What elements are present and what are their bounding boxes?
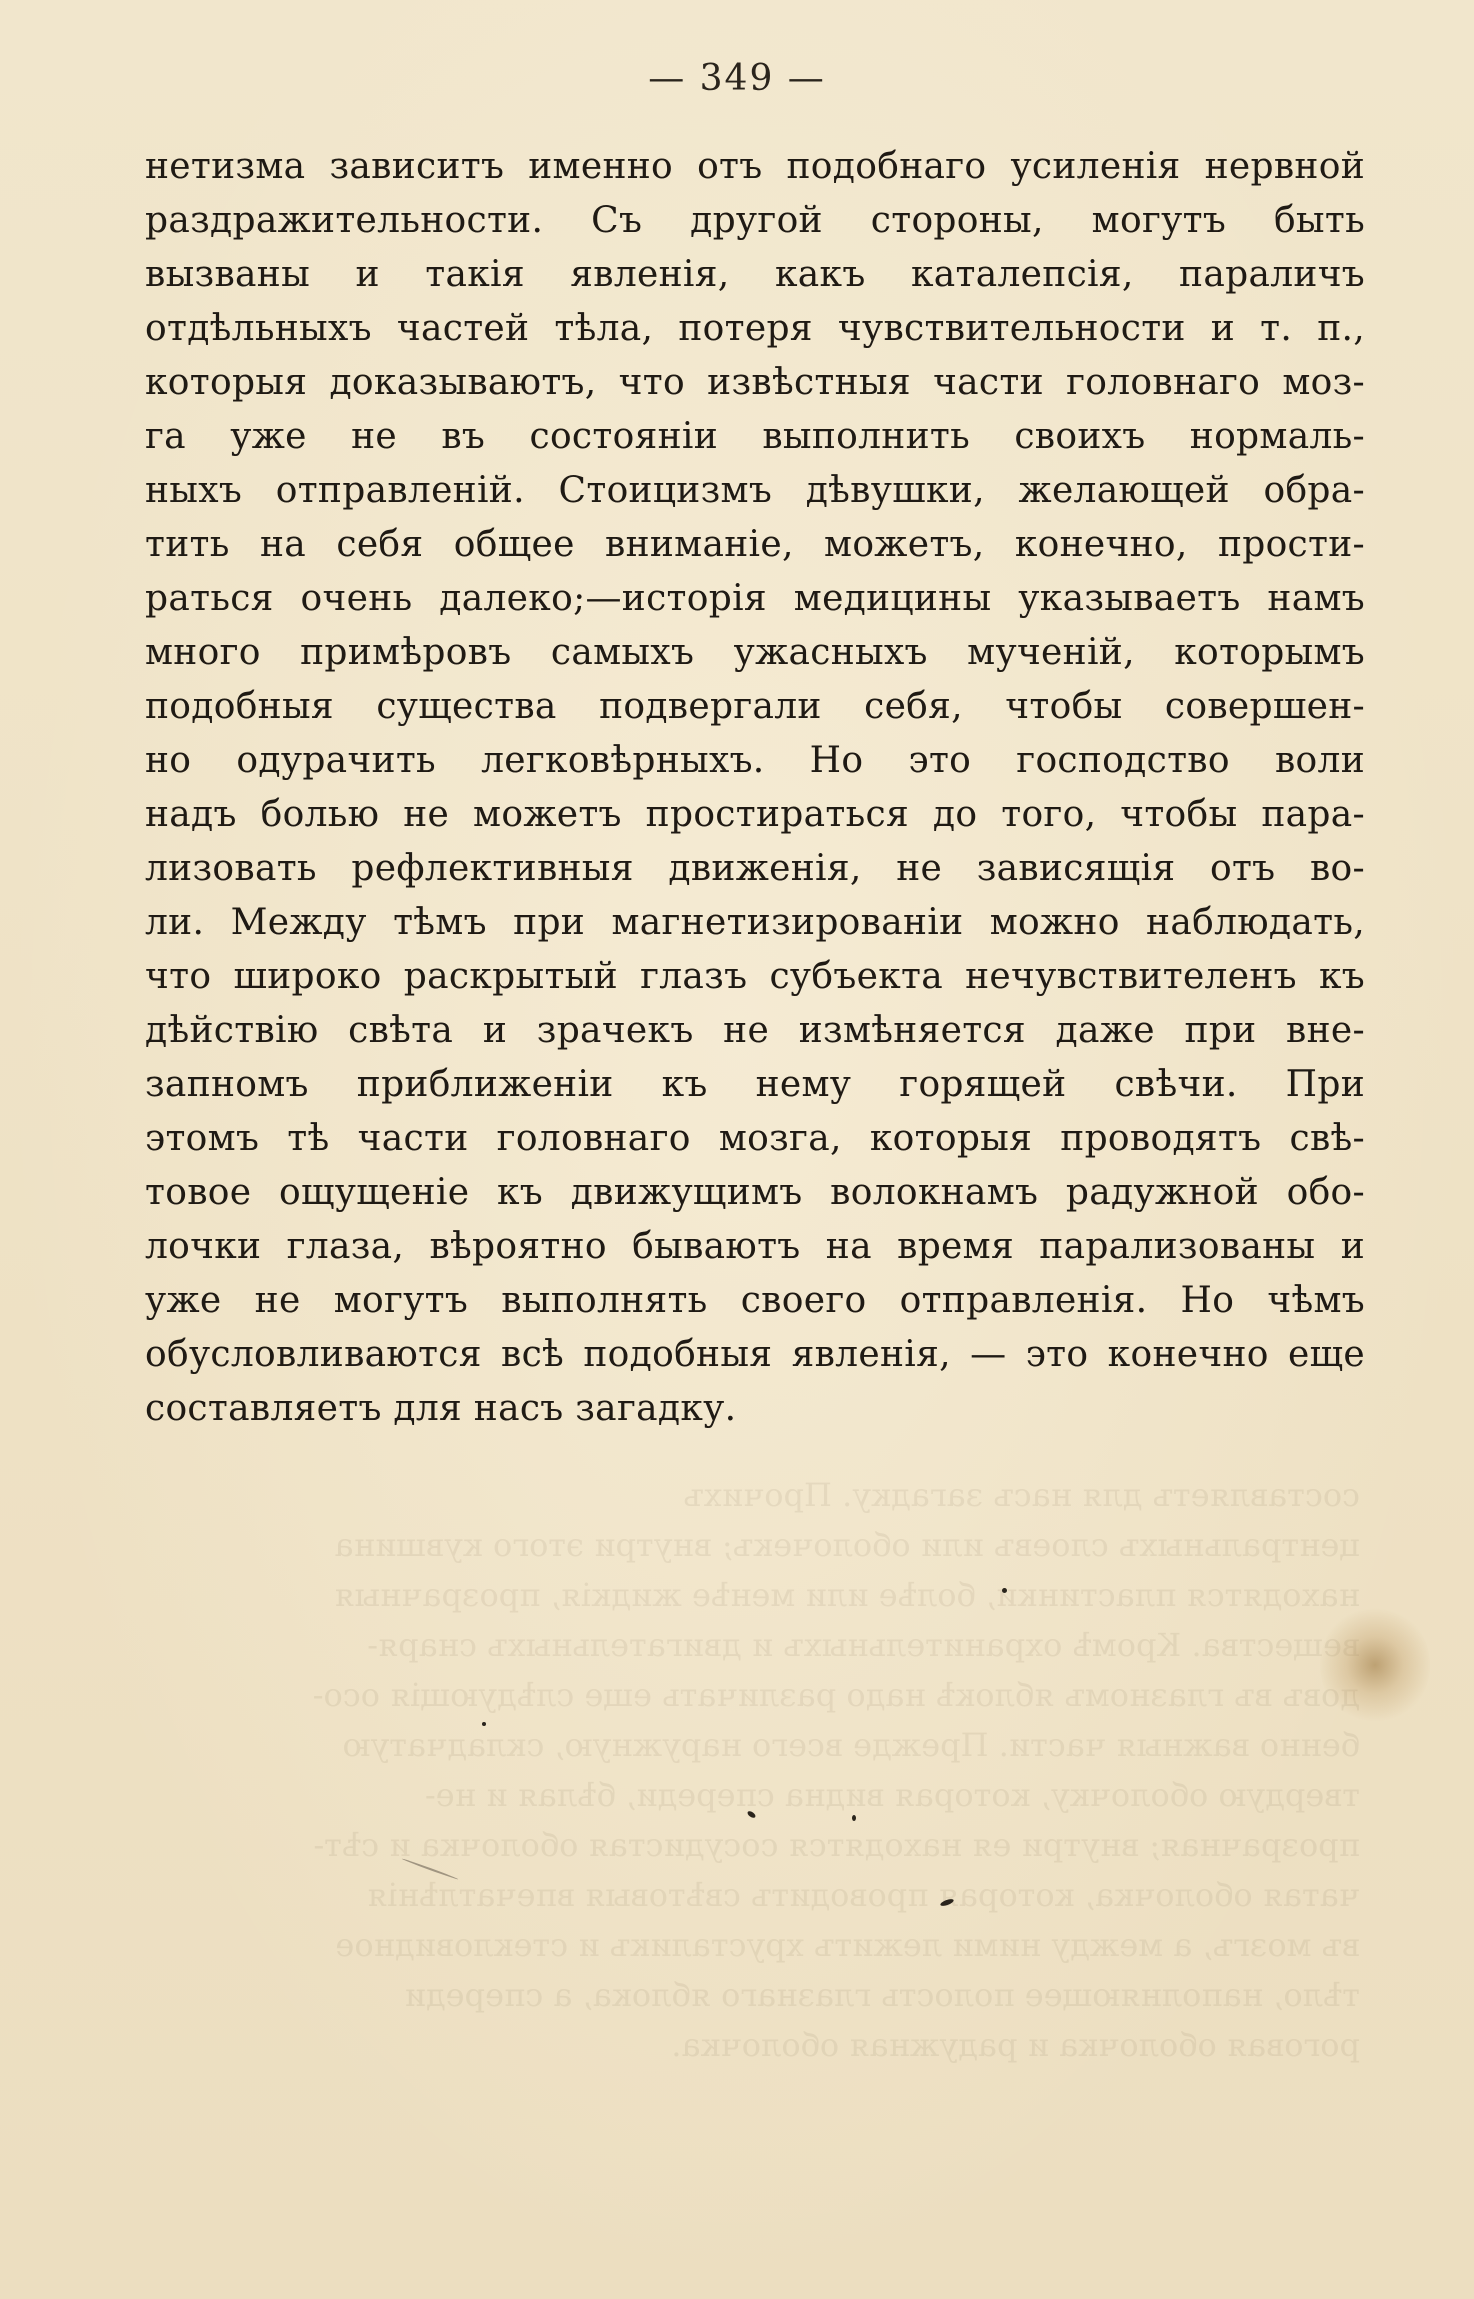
text-line: надъ болью не можетъ простираться до того, чтобы пара- <box>145 794 1365 835</box>
bleed-through-line: довъ въ глазномъ яблокѣ надо различать еще слѣдующія осо- <box>312 1676 1360 1714</box>
text-line: лочки глаза, вѣроятно бываютъ на время парализованы и <box>145 1226 1365 1267</box>
text-line: составляетъ для насъ загадку. <box>145 1388 737 1429</box>
text-line: нетизма зависитъ именно отъ подобнаго усиленія нервной <box>145 146 1365 187</box>
text-line: которыя доказываютъ, что извѣстныя части головнаго моз- <box>145 362 1365 403</box>
text-line: га уже не въ состояніи выполнить своихъ нормаль- <box>145 416 1365 457</box>
bleed-through-line: тѣло, наполняющее полость глазнаго яблока, а спереди <box>404 1976 1360 2014</box>
text-line: подобныя существа подвергали себя, чтобы совершен- <box>145 686 1365 727</box>
bleed-through-line: въ мозгъ, а между ними лежитъ хрусталикъ и стекловидное <box>335 1926 1360 1964</box>
text-line: дѣйствію свѣта и зрачекъ не измѣняется даже при вне- <box>145 1010 1365 1051</box>
text-line: ли. Между тѣмъ при магнетизированіи можно наблюдать, <box>145 902 1365 943</box>
text-line: раться очень далеко;—исторія медицины указываетъ намъ <box>145 578 1365 619</box>
bleed-through-line: составляетъ для насъ загадку. Прочихъ <box>683 1476 1360 1514</box>
text-line: много примѣровъ самыхъ ужасныхъ мученій, которымъ <box>145 632 1365 673</box>
bleed-through-line: вещества. Кромѣ охранительныхъ и двигательныхъ снаря- <box>367 1626 1360 1664</box>
ink-speck <box>1002 1588 1007 1593</box>
text-line: этомъ тѣ части головнаго мозга, которыя проводятъ свѣ- <box>145 1118 1365 1159</box>
text-line: лизовать рефлективныя движенія, не зависящія отъ во- <box>145 848 1365 889</box>
text-line: отдѣльныхъ частей тѣла, потеря чувствительности и т. п., <box>145 308 1365 349</box>
text-line: ныхъ отправленій. Стоицизмъ дѣвушки, желающей обра- <box>145 470 1365 511</box>
bleed-through-line: твердую оболочку, которая видна спереди, бѣлая и не- <box>424 1776 1360 1814</box>
page-number: — 349 — <box>648 58 826 99</box>
bleed-through-line: роговая оболочка и радужная оболочка. <box>671 2026 1360 2064</box>
bleed-through-line: бенно важныя части. Прежде всего наружную, складчатую <box>342 1726 1360 1764</box>
ink-speck <box>482 1722 486 1726</box>
ink-speck <box>401 1858 458 1880</box>
ink-speck <box>940 1898 955 1907</box>
bleed-through-line: прозрачная; внутри ея находятся сосудистая оболочка и сѣт- <box>313 1826 1360 1864</box>
text-line: тить на себя общее вниманіе, можетъ, конечно, прости- <box>145 524 1365 565</box>
ink-speck <box>746 1810 756 1819</box>
text-line: что широко раскрытый глазъ субъекта нечувствителенъ къ <box>145 956 1365 997</box>
paper-stain <box>1320 1605 1430 1725</box>
bleed-through-line: центральныхъ слоевъ или оболочекъ; внутри этого кувшина <box>334 1526 1360 1564</box>
text-line: вызваны и такія явленія, какъ каталепсія, параличъ <box>145 254 1365 295</box>
bleed-through-text <box>150 1470 1360 2090</box>
ink-speck <box>852 1815 856 1821</box>
bleed-through-line: находятся пластинки, болѣе или менѣе жидкія, прозрачныя <box>334 1576 1360 1614</box>
text-line: уже не могутъ выполнять своего отправленія. Но чѣмъ <box>145 1280 1365 1321</box>
text-line: раздражительности. Съ другой стороны, могутъ быть <box>145 200 1365 241</box>
text-line: но одурачить легковѣрныхъ. Но это господство воли <box>145 740 1365 781</box>
text-line: запномъ приближеніи къ нему горящей свѣчи. При <box>145 1064 1365 1105</box>
text-line: товое ощущеніе къ движущимъ волокнамъ радужной обо- <box>145 1172 1365 1213</box>
text-line: обусловливаются всѣ подобныя явленія, — это конечно еще <box>145 1334 1365 1375</box>
bleed-through-line: чатая оболочка, которая проводитъ свѣтовыя впечатлѣнія <box>367 1876 1360 1914</box>
body-text <box>145 140 1365 1436</box>
